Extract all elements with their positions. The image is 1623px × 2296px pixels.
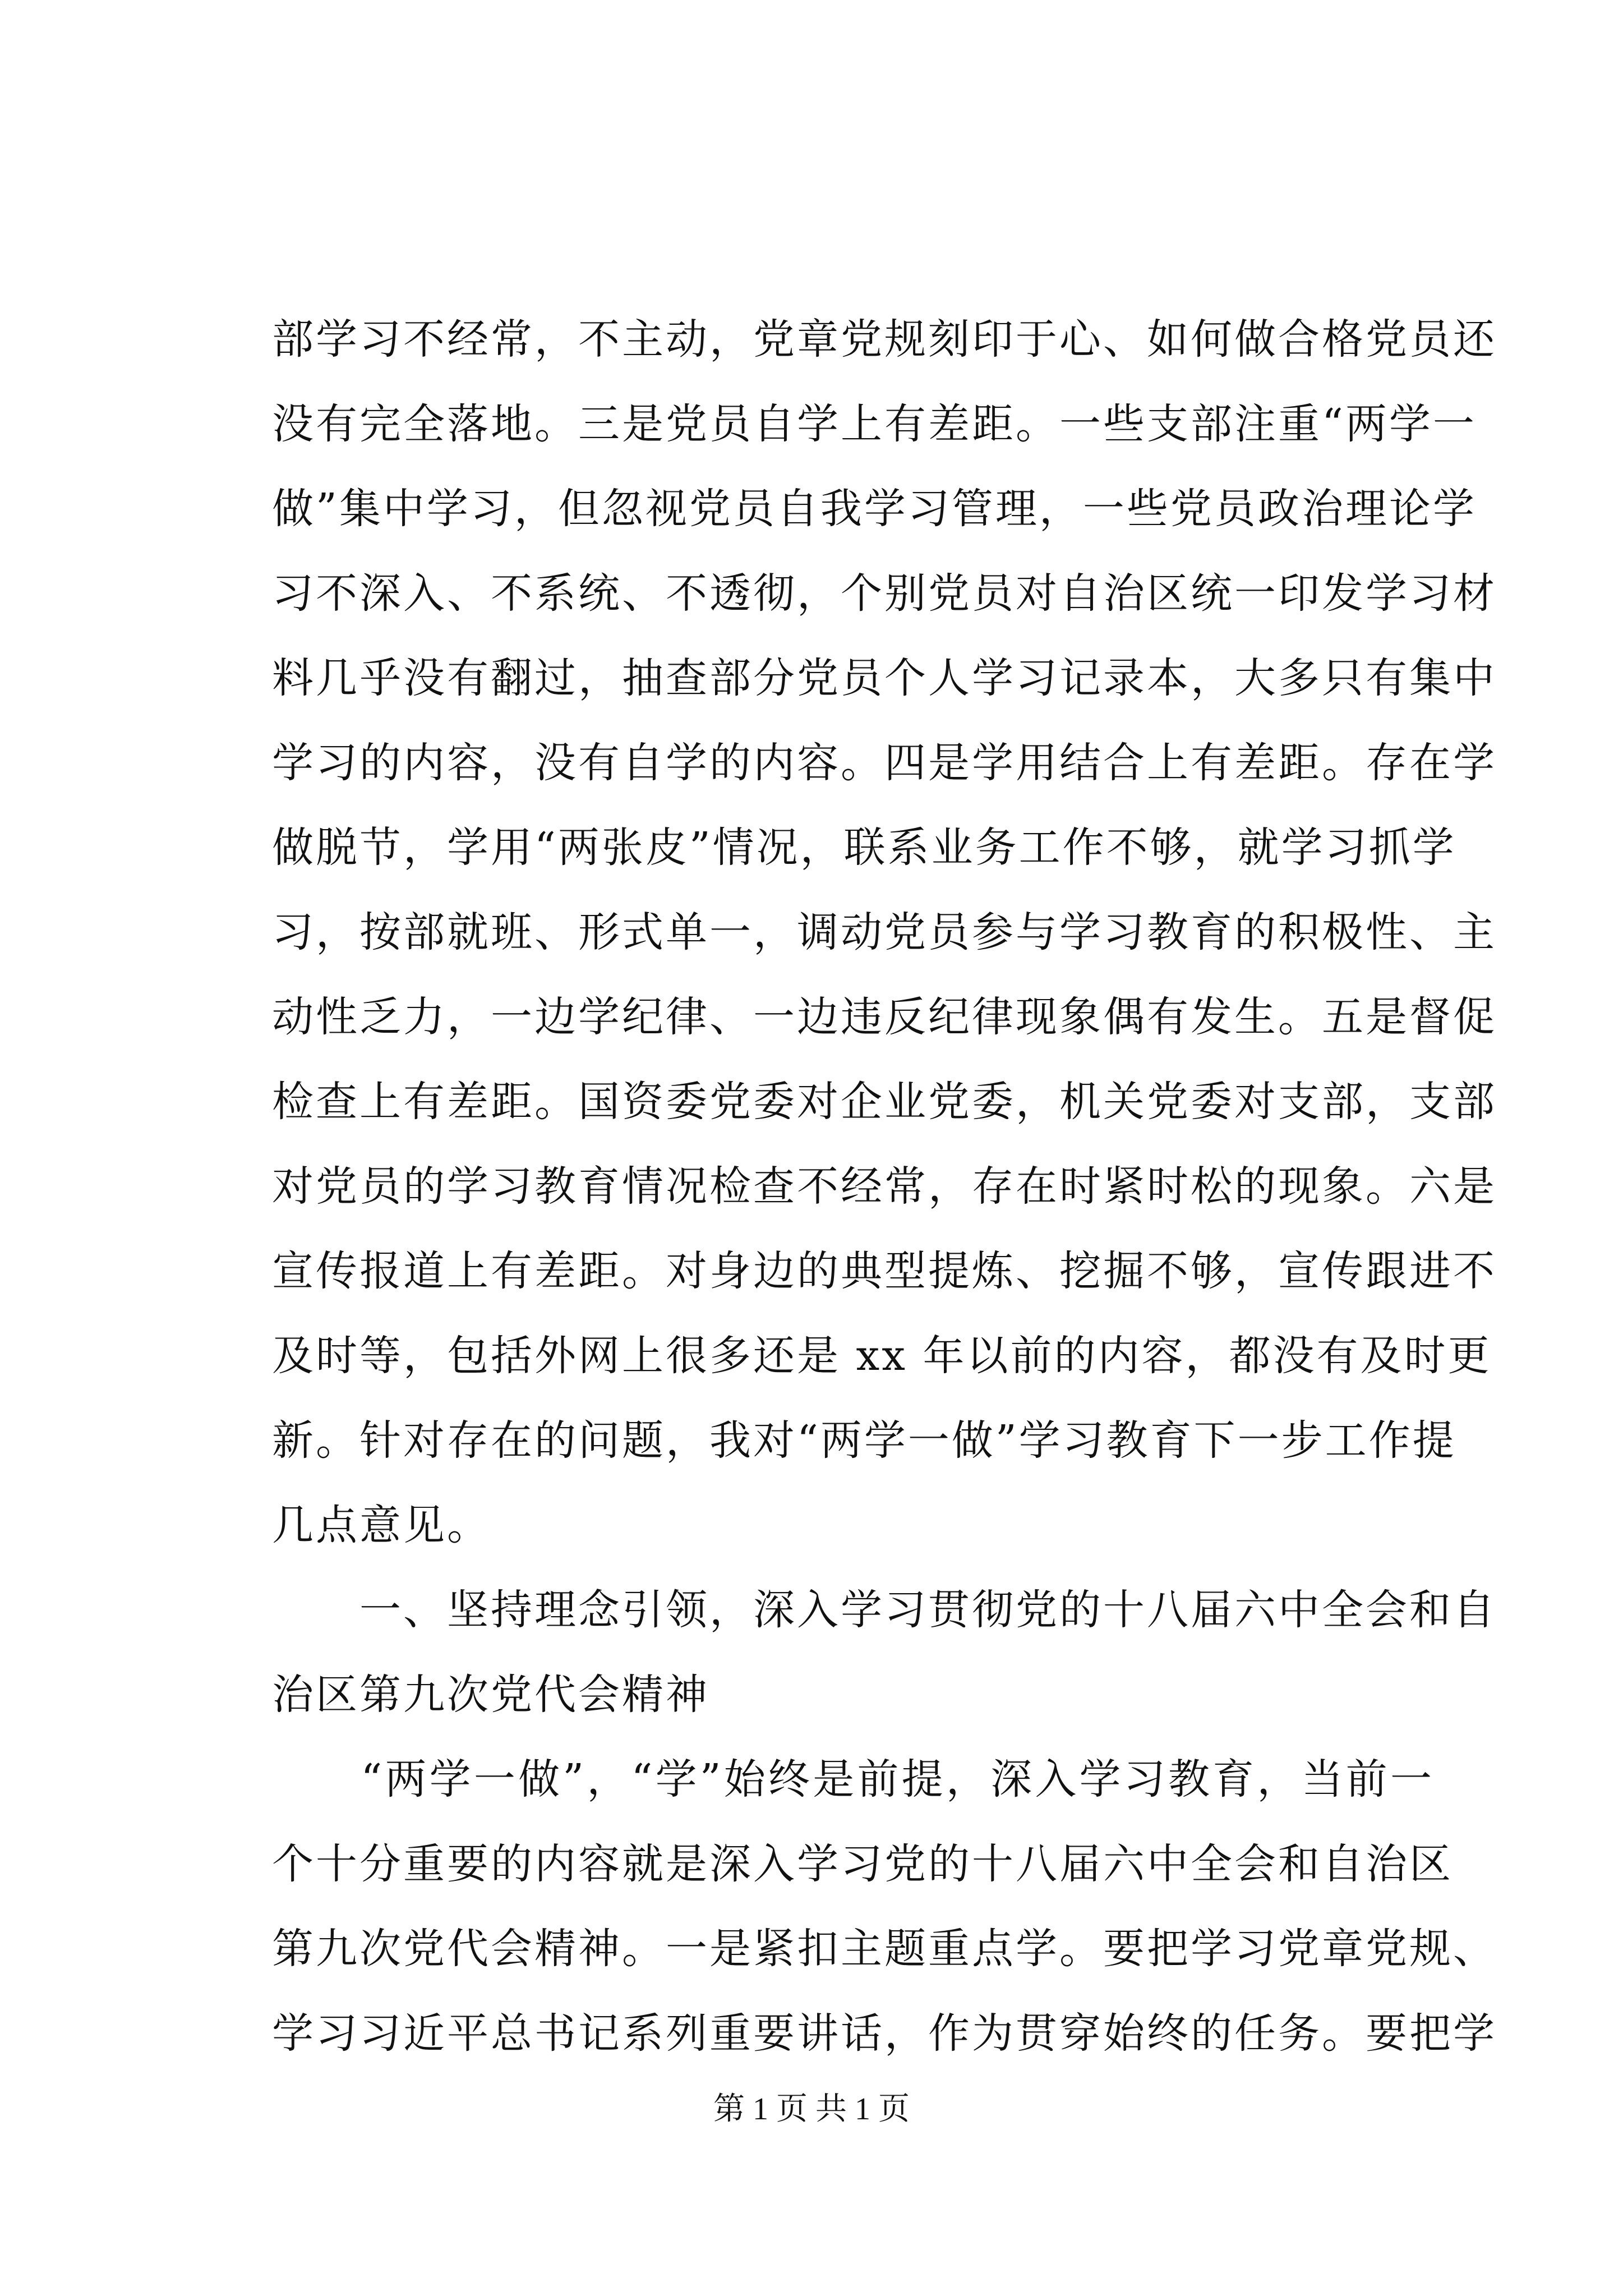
text-line: 检查上有差距。国资委党委对企业党委，机关党委对支部，支部	[272, 1078, 1497, 1126]
document-body	[272, 297, 1497, 2076]
text-line: 没有完全落地。三是党员自学上有差距。一些支部注重“两学一	[272, 400, 1477, 448]
section-heading-line: 一、坚持理念引领，深入学习贯彻党的十八届六中全会和自	[272, 1586, 1497, 1634]
text-line: 动性乏力，一边学纪律、一边违反纪律现象偶有发生。五是督促	[272, 993, 1497, 1041]
text-line: 部学习不经常，不主动，党章党规刻印于心、如何做合格党员还	[272, 315, 1497, 364]
text-line: 做”集中学习，但忽视党员自我学习管理，一些党员政治理论学	[272, 485, 1477, 533]
text-line: “两学一做”，“学”始终是前提，深入学习教育，当前一	[272, 1755, 1434, 1803]
text-line: 对党员的学习教育情况检查不经常，存在时紧时松的现象。六是	[272, 1162, 1497, 1211]
text-line: 及时等，包括外网上很多还是 xx 年以前的内容，都没有及时更	[272, 1332, 1492, 1380]
text-line: 个十分重要的内容就是深入学习党的十八届六中全会和自治区	[272, 1840, 1453, 1888]
section-heading-line: 治区第九次党代会精神	[272, 1671, 709, 1719]
text-line: 学习习近平总书记系列重要讲话，作为贯穿始终的任务。要把学	[272, 2009, 1497, 2058]
text-line: 宣传报道上有差距。对身边的典型提炼、挖掘不够，宣传跟进不	[272, 1247, 1497, 1295]
text-line: 新。针对存在的问题，我对“两学一做”学习教育下一步工作提	[272, 1416, 1456, 1465]
text-line: 第九次党代会精神。一是紧扣主题重点学。要把学习党章党规、	[272, 1925, 1497, 1973]
text-line: 习不深入、不系统、不透彻，个别党员对自治区统一印发学习材	[272, 569, 1497, 618]
text-line: 学习的内容，没有自学的内容。四是学用结合上有差距。存在学	[272, 739, 1497, 787]
text-line: 料几乎没有翻过，抽查部分党员个人学习记录本，大多只有集中	[272, 654, 1497, 702]
text-line: 习，按部就班、形式单一，调动党员参与学习教育的积极性、主	[272, 908, 1497, 956]
text-line: 做脱节，学用“两张皮”情况，联系业务工作不够，就学习抓学	[272, 823, 1456, 872]
text-line: 几点意见。	[272, 1501, 491, 1549]
page-number-footer: 第 1 页 共 1 页	[713, 2092, 910, 2127]
